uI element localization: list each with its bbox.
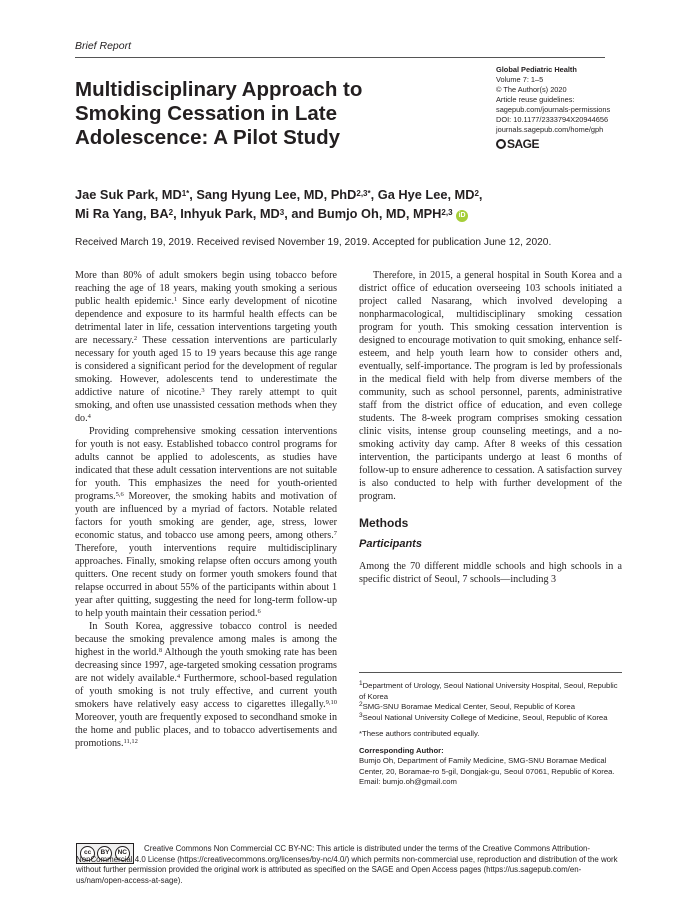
footnote-rule	[359, 672, 622, 673]
author-name: Bumjo Oh, MD, MPH	[317, 206, 442, 221]
affiliation: $^1$Department of Urology, Seoul National University Hospital, Seoul, Republic of Korea	[359, 680, 618, 701]
journal-reuse: Article reuse guidelines:	[496, 95, 575, 104]
nc-icon: NC	[115, 846, 130, 861]
by-icon: BY	[97, 846, 112, 861]
affiliation: $^3$Seoul National University College of Medicine, Seoul, Republic of Korea	[359, 711, 608, 722]
cc-icon: cc	[80, 846, 95, 861]
journal-copyright: © The Author(s) 2020	[496, 85, 567, 94]
paragraph: In South Korea, aggressive tobacco control is needed because the smoking prevalence among males is among the highest in the world.$^8$ Although the youth smoking rate has been decreasing since 1997, age-targeted smoking cessation programs are not widely available.$^4$ Furthermore, school-based regulation of youth smoking is not truly effective, and current youth smokers have relatively easy access to cigarettes illegally.$^{9,10}$ Moreover, youth are frequently exposed to secondhand smoke in the home and public places, and to tobacco advertisements and promotions.$^{11,12}$	[75, 621, 338, 749]
section-label: Brief Report	[75, 40, 132, 52]
paragraph: Among the 70 different middle schools and high schools in a specific district of Seoul, 7 schools—including 3	[359, 561, 622, 585]
journal-info	[496, 65, 646, 135]
affiliation: $^2$SMG-SNU Boramae Medical Center, Seoul, Republic of Korea	[359, 701, 575, 711]
paragraph: More than 80% of adult smokers begin using tobacco before reaching the age of 18 years, making youth smoking a serious public health epidemic.$^1$ Since early development of nicotine dependence and exposure to its harmful health effects can be detrimental later in life, cessation interventions targeting youth are necessary.$^2$ These cessation interventions are particularly necessary for youth aged 15 to 19 years because this age range is considered a significant period for the development of regular smoking. However, adolescents tend to underestimate the addictive nature of nicotine.$^3$ They rarely attempt to quit smoking, and often use unassisted cessation methods when they do.$^4$	[75, 270, 337, 424]
journal-name: Global Pediatric Health	[496, 65, 577, 74]
author-list: Jae Suk Park, $MD^{1*}$, Sang Hyung Lee, MD, PhD$^{2,3*}$, Ga Hye Lee, $MD^2$, Mi Ra Yang, $BA^2$, Inhyuk Park, $MD^3$, and Bumjo Oh, MD, MPH$^{2,3}$ iD	[75, 187, 483, 221]
author-name: Sang Hyung Lee, MD, PhD	[196, 187, 357, 202]
author-name: Mi Ra Yang, BA	[75, 206, 169, 221]
author-name: Jae Suk Park, MD	[75, 187, 182, 202]
paragraph: Therefore, in 2015, a general hospital in South Korea and a district office of education overseeing 103 schools initiated a project called Nasarang, which involved developing a nonpharmacological, multidisciplinary smoking cessation program for youth. This smoking cessation intervention is designed to encourage motivation to quit smoking, enhance self-esteem, and help youth learn how to consider others and, eventually, self-importance. The program is led by professionals in the medical field with help from diverse members of the community, such as school personnel, parents, administrative staff from the district office of education, and even college students. The 8-week program comprises smoking cessation clinic visits, intense group counseling meetings, and a no-smoking activity day camp. After 8 weeks of this cessation intervention, the participants undergo at least 6 months of follow-up to ensure adherence to cessation. A satisfaction survey is also conducted to help with further development of the program.	[359, 270, 622, 502]
corresponding-author-label: Corresponding Author:	[359, 745, 444, 755]
journal-reuse-link[interactable]: sagepub.com/journals-permissions	[496, 105, 611, 114]
equal-contribution-note: *These authors contributed equally.	[359, 729, 480, 738]
received-dates: Received March 19, 2019. Received revised November 19, 2019. Accepted for publication June 12, 2020.	[75, 237, 552, 248]
author-name: Ga Hye Lee, MD	[377, 187, 475, 202]
journal-doi[interactable]: DOI: 10.1177/2333794X20944656	[496, 115, 609, 124]
subsection-heading-participants: Participants	[359, 538, 422, 550]
author-name: Inhyuk Park, MD	[180, 206, 280, 221]
footnotes	[359, 681, 622, 788]
body-column-right	[359, 269, 622, 586]
body-column-left	[75, 269, 337, 750]
orcid-icon[interactable]: iD	[456, 210, 468, 222]
paragraph: Providing comprehensive smoking cessation interventions for youth is not easy. Established tobacco control programs for adults cannot be applied to adolescents, as studies have indicated that these adult cessation interventions are not suitable for youth. This emphasizes the need for youth-oriented programs.$^{5,6}$ Moreover, the smoking habits and motivation of youth are influenced by a myriad of factors. Notable related factors for youth smoking are gender, age, stress, lower economic status, and tobacco use among peers, among others.$^7$ Therefore, youth interventions require multidisciplinary approaches. Finally, smoking relapse often occurs among youth quitters. One recent study on former youth smokers found that relapse occurred in about 55% of the participants within about 1 year after quitting, suggesting the need for long-term follow-up to help youth maintain their cessation period.$^6$	[75, 426, 337, 619]
section-heading-methods: Methods	[359, 516, 409, 530]
license-text: Creative Commons Non Commercial CC BY-NC: This article is distributed under the terms of the Creative Commons Attribution-NonCommercial 4.0 License (https://creativecommons.org/licenses/by-nc/4.0/) which permits non-commercial use, reproduction and distribution of the work without further permission provided the original work is attributed as specified on the SAGE and Open Access pages (https://us.sagepub.com/en-us/nam/open-access-at-sage).	[76, 844, 618, 885]
journal-home-link[interactable]: journals.sagepub.com/home/gph	[496, 125, 604, 134]
article-title: Multidisciplinary Approach to Smoking Cessation in Late Adolescence: A Pilot Study	[75, 78, 363, 149]
corresponding-author-email[interactable]: Email: bumjo.oh@gmail.com	[359, 777, 457, 786]
sage-logo: SAGE	[496, 137, 539, 151]
header-rule	[75, 57, 605, 58]
sage-ring-icon	[496, 139, 506, 149]
corresponding-author-address: Bumjo Oh, Department of Family Medicine, SMG-SNU Boramae Medical Center, 20, Boramae-ro 5-gil, Dongjak-gu, Seoul 07061, Republic of Korea.	[359, 756, 615, 776]
journal-volume: Volume 7: 1–5	[496, 75, 544, 84]
